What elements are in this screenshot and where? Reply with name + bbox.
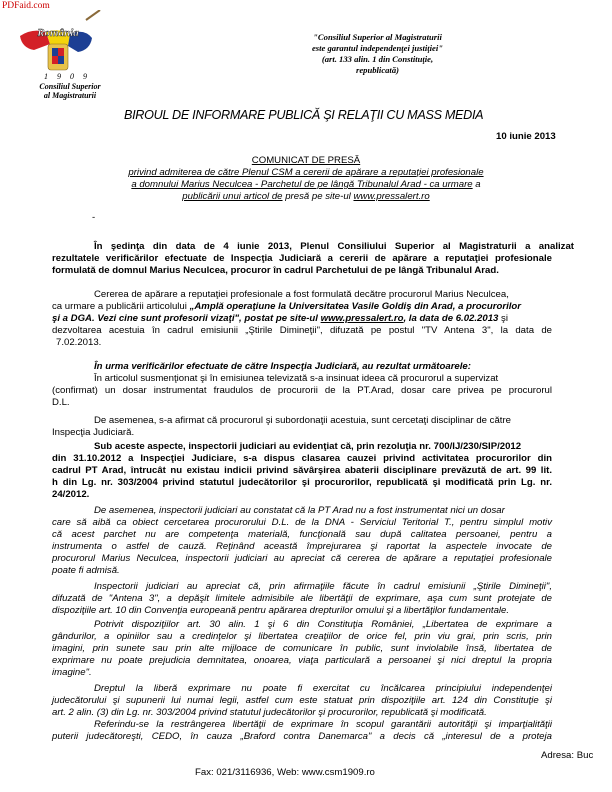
paragraph-line: Referindu-se la restrângerea libertăţii de exprimare în scopul garantării autorităţii şi imparţialităţii [94,719,552,730]
article-title: şi a DGA. Vezi cine sunt profesorii vizaţi", postat pe site-ul [52,313,321,324]
logo-name-line1: Consiliul Superior [39,82,101,91]
paragraph-line: De asemenea, s-a afirmat că procurorul şi subordonaţii acestuia, sunt cercetaţi disciplinar de către [94,415,511,426]
paragraph-line: D.L. [52,397,70,408]
paragraph-line: art. 2 alin. (3) din Lg. nr. 303/2004 privind statutul judecătorilor şi procurorilor, republicată şi modificată. [52,707,487,718]
logo-name-line2: al Magistraturii [43,91,97,100]
text: şi [498,313,508,324]
logo-year: 1909 [44,72,96,81]
motto-line: (art. 133 alin. 1 din Constituţie, [321,54,434,64]
article-title: „Amplă operaţiune la Universitatea Vasile Goldiş din Arad, a procurorilor [189,301,522,312]
motto-line: "Consiliul Superior al Magistraturii [313,32,442,42]
paragraph-line: imagine". [52,667,92,678]
paragraph-line: 24/2012. [52,489,90,500]
paragraph-line: (confirmat) un dosar instrumentat fraudulos de procurorii de la PT.Arad, dosar care privea pe procurorul [52,385,552,396]
motto-line: republicată) [356,65,399,75]
paragraph-line: h din Lg. nr. 303/2004 privind statutul judecătorilor şi procurorilor, republicată şi modificată prin Lg. nr. [52,477,552,488]
constitution-motto [290,32,465,76]
paragraph-line: procurorul Marius Neculcea, inspectorii judiciari au apreciat că cererea de apărare a reputaţiei profesionale [52,553,552,564]
subtitle-text: a domnului Marius Neculcea - Parchetul de pe lângă Tribunalul Arad - ca urmare [131,179,473,190]
paragraph-line: În articolul susmenţionat şi în emisiunea televizată s-a insinuat ideea că procurorul a supervizat [94,373,499,384]
paragraph-line: Inspectorii judiciari au apreciat că, prin afirmaţiile făcute în cadrul emisiunii „Ştirile Dimineţii", [94,581,552,592]
press-release-title: COMUNICAT DE PRESĂ [251,155,361,166]
press-release-subtitle [0,191,612,202]
pressalert-link[interactable]: www.pressalert.ro [353,191,430,202]
press-release-subtitle: privind admiterea de către Plenul CSM a cererii de apărare a reputaţiei profesionale [128,167,484,178]
paragraph-line: 7.02.2013. [56,337,102,348]
subtitle-text: a [472,179,481,190]
paragraph-line: dezvoltarea acestuia în cadrul emisiunii „Ştirile Dimineţii", difuzată pe postul "TV Antena 3", la data de [52,325,552,336]
paragraph-line: Inspecţia Judiciară. [52,427,135,438]
release-date: 10 iunie 2013 [496,131,556,142]
office-title: BIROUL DE INFORMARE PUBLICĂ ŞI RELAŢII CU MASS MEDIA [124,108,484,122]
article-date: , la data de 6.02.2013 [403,313,499,324]
press-release-subtitle [0,179,612,190]
paragraph-line [52,301,521,312]
paragraph-line: dispoziţiile art. 10 din Convenţia europeană pentru apărarea drepturilor omului şi a libertăţilor fundamentale. [52,605,510,616]
paragraph-line: De asemenea, inspectorii judiciari au constatat că la PT Arad nu a fost instrumentat nici un dosar [94,505,505,516]
logo-title: România [37,27,79,39]
paragraph-line: care să aibă ca obiect cercetarea procurorului D.L. de la DNA - Serviciul Teritorial T., pentru simplul motiv [52,517,552,528]
paragraph-line: instrumenta o astfel de cauză. Reţinând această împrejurarea şi raportat la aspectele invocate de [52,541,552,552]
paragraph-line: Cererea de apărare a reputaţiei profesionale a fost formulată decătre procurorul Marius Neculcea, [94,289,509,300]
motto-line: este garantul independenţei justiţiei" [311,43,444,53]
watermark-link[interactable]: PDFaid.com [2,1,50,11]
footer-address: Adresa: Buc [541,750,594,761]
paragraph-line: difuzată de "Antena 3", a depăşit limitele admisibile ale libertăţii de exprimare, aşa cum sunt protejate de [52,593,552,604]
paragraph-line: Sub aceste aspecte, inspectorii judiciari au evidenţiat că, prin rezoluţia nr. 700/IJ/230/SIP/2012 [94,441,522,452]
paragraph-line: puterii judecătoreşti, CEDO, în cauza „Braford contra Danemarca" a decis că „interesul de a proteja [52,731,552,742]
separator-dash: - [92,212,96,223]
paragraph-line: gândurilor, a opiniilor sau a credinţelor şi libertatea creaţiilor de orice fel, prin viu grai, prin scris, prin [52,631,552,642]
paragraph-line: poate fi admisă. [52,565,120,576]
subtitle-text: presă pe site-ul [282,191,354,202]
text: ca urmare a publicării articolului [52,301,190,312]
pressalert-link[interactable]: www.pressalert.ro [320,313,404,324]
paragraph-line: Potrivit dispoziţiilor art. 30 alin. 1 şi 6 din Constituţia României, „Libertatea de exprimare a [94,619,552,630]
paragraph-line: rezultatele verificărilor efectuate de Inspecţia Judiciară a cererii de apărare a reputaţiei profesionale [52,253,552,264]
paragraph-line: că acest parchet nu are competenţa materială, funcţională sau după calitatea persoanei, pentru a [52,529,552,540]
paragraph-line: exprimare nu poate prejudicia demnitatea, onoarea, viaţa particulară a persoanei şi nici dreptul la propria [52,655,552,666]
paragraph-line: Dreptul la liberă exprimare nu poate fi exercitat cu încălcarea principiului independenţei [94,683,552,694]
subtitle-text: publicării unui articol de [182,191,283,202]
paragraph-line: din 31.10.2012 a Inspecţiei Judiciare, s-a dispus clasarea cauzei privind activitatea procurorilor din [52,453,552,464]
paragraph-line: cadrul PT Arad, întrucât nu existau indicii privind săvârşirea abaterii disciplinare prevăzută de art. 99 lit. [52,465,552,476]
paragraph-line: imagini, prin sunete sau prin alte mijloace de comunicare în public, sunt inviolabile însă, libertatea de [52,643,552,654]
paragraph-line: În şedinţa din data de 4 iunie 2013, Plenul Consiliului Superior al Magistraturii a analizat [94,241,574,252]
footer-contact: Fax: 021/3116936, Web: www.csm1909.ro [195,767,375,778]
section-heading: În urma verificărilor efectuate de către Inspecţia Judiciară, au rezultat următoarele: [94,361,471,372]
paragraph-line: judecătorului şi supunerii lui numai legii, astfel cum este statuat prin dispoziţiile art. 124 din Constituţie şi [52,695,552,706]
paragraph-line: formulată de domnul Marius Neculcea, procuror în cadrul Parchetului de pe lângă Tribunalul Arad. [52,265,499,276]
paragraph-line [52,313,508,324]
